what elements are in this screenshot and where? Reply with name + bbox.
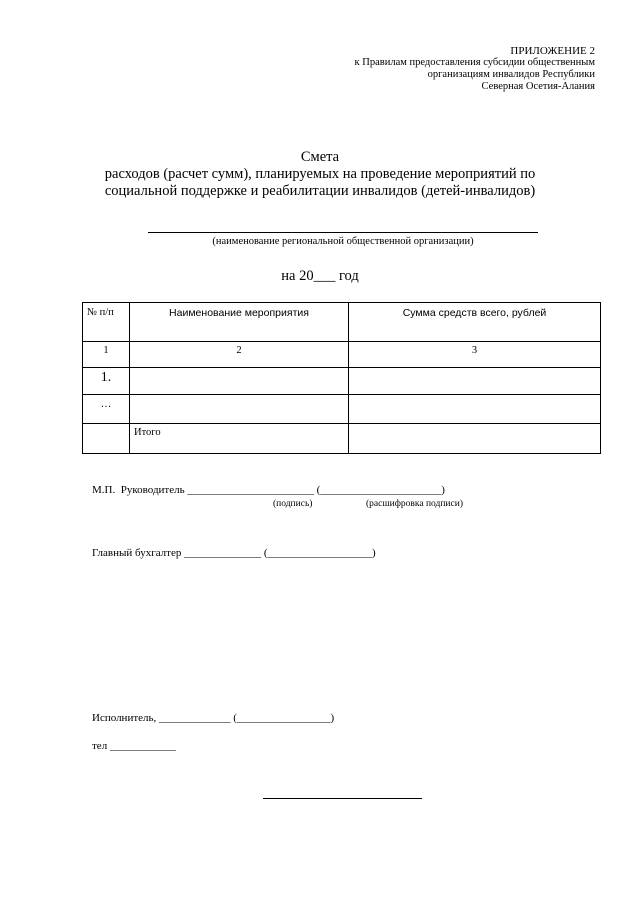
total-amount [349,424,601,454]
year-label: на 20___ год [281,268,359,284]
title-line-3: социальной поддержке и реабилитации инвалидов (детей-инвалидов) [104,183,536,199]
estimate-table [82,302,601,454]
org-name-line [148,232,538,233]
document-title [60,149,580,200]
col-number-1: 1 [83,342,130,368]
appendix-header [355,45,595,93]
table-row [83,395,601,424]
phone-line: ____________ [109,740,176,752]
sign-caption: (подпись) [273,499,313,509]
title-line-2: расходов (расчет сумм), планируемых на проведение мероприятий по [104,166,536,182]
accountant-row [92,547,376,559]
table-total-row [83,424,601,454]
decode-caption: (расшифровка подписи) [366,499,463,509]
accountant-signature-line: ______________ [184,547,262,559]
table-column-numbers-row [83,342,601,368]
head-signature-line: _______________________ [187,484,314,496]
total-label: Итого [130,424,349,454]
footer-separator-line [263,798,422,799]
executor-decode-line: (_________________) [233,712,335,724]
row-event-name [130,368,349,395]
table-row [83,368,601,395]
appendix-title: ПРИЛОЖЕНИЕ 2 [510,45,595,57]
total-number [83,424,130,454]
accountant-label: Главный бухгалтер [92,547,182,559]
appendix-line-2: к Правилам предоставления субсидии общественным [354,57,595,68]
org-caption: (наименование региональной общественной организации) [212,236,474,247]
executor-row [92,712,334,724]
header-event-name: Наименование мероприятия [130,303,349,342]
executor-label: Исполнитель, [92,712,157,724]
appendix-line-3: организациям инвалидов Республики [427,69,595,80]
head-decode-line: (______________________) [316,484,445,496]
executor-signature-line: _____________ [159,712,231,724]
row-amount [349,395,601,424]
appendix-line-4: Северная Осетия-Алания [481,81,595,92]
phone-row [92,740,176,752]
row-number: 1. [83,368,130,395]
col-number-2: 2 [130,342,349,368]
table-header-row [83,303,601,342]
col-number-3: 3 [349,342,601,368]
head-label: Руководитель [120,484,185,496]
stamp-place: М.П. [92,484,116,496]
row-number: … [83,395,130,424]
row-event-name [130,395,349,424]
title-line-1: Смета [300,149,340,165]
accountant-decode-line: (___________________) [263,547,376,559]
head-signature-row [92,484,445,496]
phone-label: тел [92,740,108,752]
header-amount: Сумма средств всего, рублей [349,303,601,342]
header-number: № п/п [83,303,130,342]
row-amount [349,368,601,395]
